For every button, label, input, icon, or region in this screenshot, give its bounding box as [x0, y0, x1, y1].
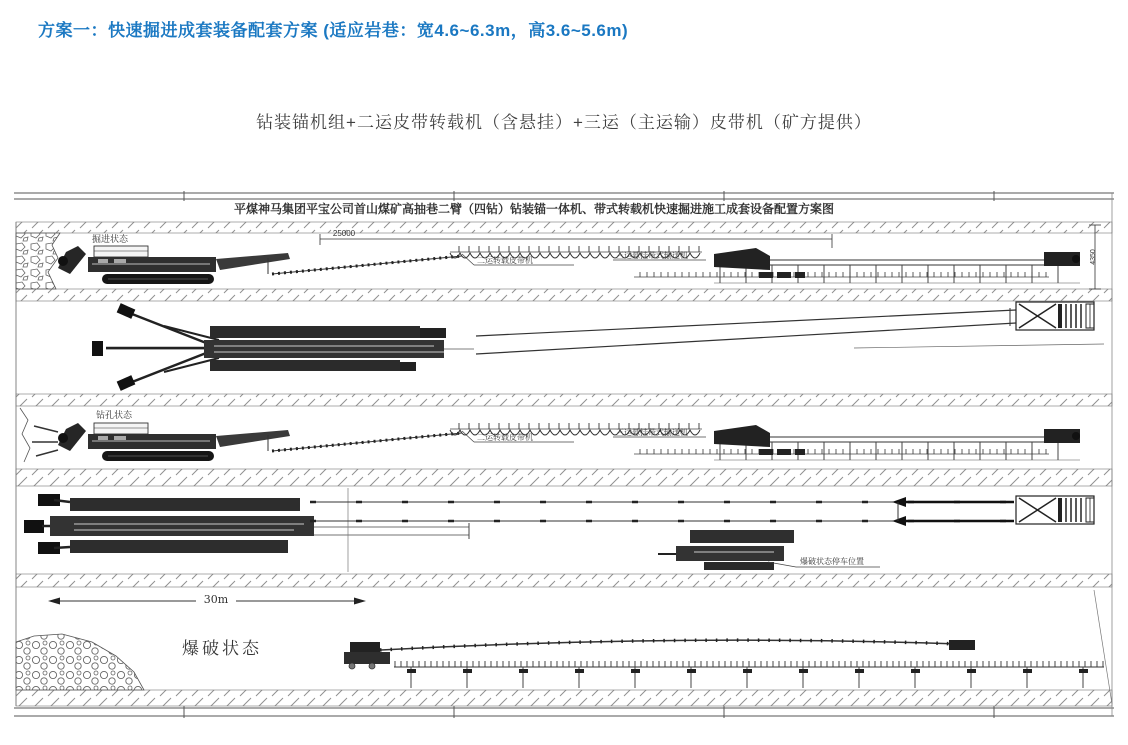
svg-text:二运转载皮带机: 二运转载皮带机 — [477, 433, 533, 442]
rock-face-line — [20, 408, 30, 462]
label-blasting-state: 爆破状态 — [182, 639, 262, 658]
belt-drive-unit-plan — [1016, 302, 1094, 330]
page-title: 方案一：快速掘进成套装备配套方案 (适应岩巷：宽4.6~6.3m，高3.6~5.6m) — [38, 21, 629, 40]
dimension-30m — [48, 593, 366, 606]
rock-face — [16, 233, 60, 289]
drill-anchor-rig-side-2 — [58, 423, 290, 461]
page-subtitle: 钻装锚机组+二运皮带转载机（含悬挂）+三运（主运输）皮带机（矿方提供） — [256, 113, 872, 132]
belt-drive-unit-plan-2 — [1016, 496, 1094, 524]
roadway-wall-hatching — [16, 222, 1112, 706]
muck-pile — [16, 634, 144, 690]
svg-text:30m: 30m — [203, 593, 229, 606]
label-transfer-conveyor-1 — [462, 254, 574, 265]
drill-anchor-rig-plan — [92, 303, 474, 391]
band-blasting-state — [16, 590, 1112, 704]
svg-text:25000: 25000 — [332, 229, 356, 238]
svg-text:爆破状态停车位置: 爆破状态停车位置 — [800, 557, 864, 566]
drawing-title: 平煤神马集团平宝公司首山煤矿高抽巷二臂（四钻）钻装锚一体机、带式转载机快速掘进施工成套设备配置方案图 — [233, 202, 835, 216]
svg-text:三运悬挂带式输送机: 三运悬挂带式输送机 — [616, 428, 688, 437]
band-drilling-side-view — [20, 408, 1080, 462]
svg-text:二运转载皮带机: 二运转载皮带机 — [477, 256, 533, 265]
label-drilling-state: 钻孔状态 — [96, 410, 133, 420]
label-blasting-parking — [768, 556, 880, 567]
main-belt-plan — [310, 497, 1014, 526]
floor-conveyor — [344, 640, 1104, 688]
band-rig-plan-view — [92, 302, 1104, 391]
dimension-4350 — [1089, 225, 1101, 289]
bridge-belt-plan — [476, 308, 1104, 354]
scheme-drawing — [14, 190, 1114, 738]
band-tunneling-side-view — [16, 225, 1101, 289]
label-transfer-conveyor-2 — [462, 431, 574, 442]
drill-anchor-rig-side — [58, 246, 290, 284]
svg-text:4350: 4350 — [1090, 249, 1097, 265]
svg-text:三运悬挂带式输送机: 三运悬挂带式输送机 — [616, 251, 688, 260]
parked-transfer-vehicle — [658, 530, 794, 570]
band-parked-plan-view — [24, 488, 1094, 572]
label-tunneling-state: 掘进状态 — [92, 234, 129, 244]
